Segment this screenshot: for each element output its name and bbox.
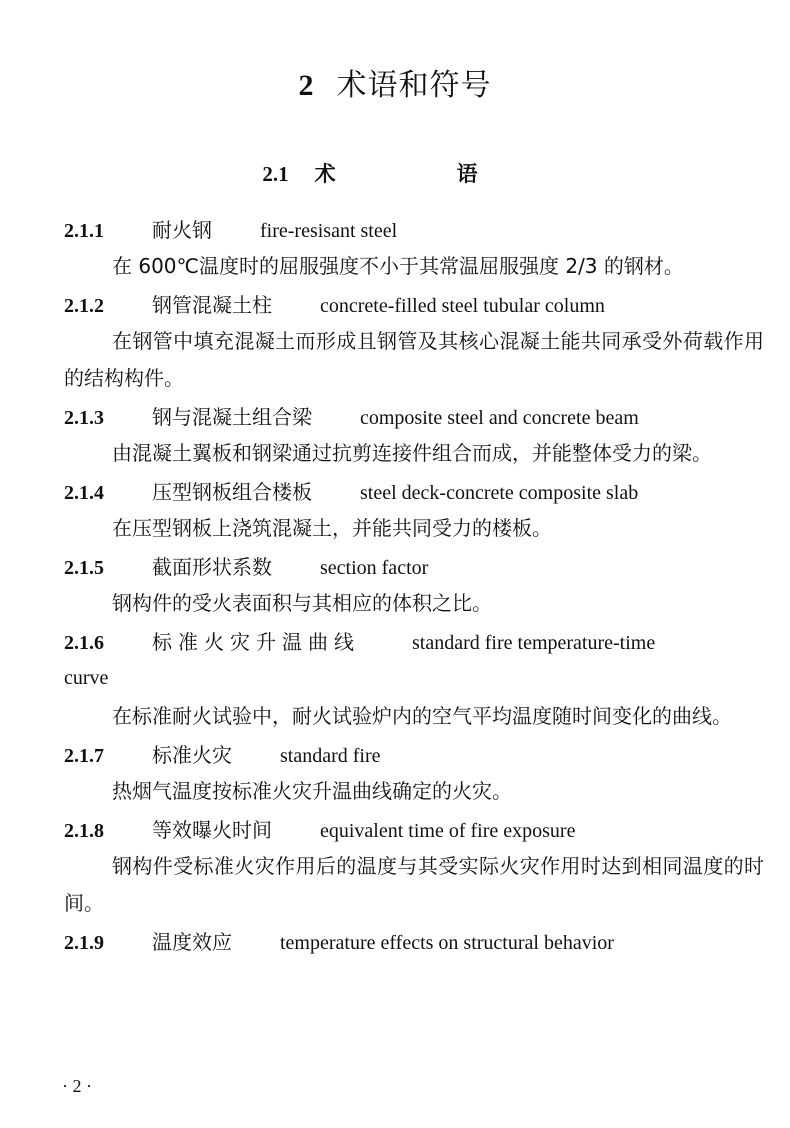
- term-english: concrete-filled steel tubular column: [320, 295, 605, 317]
- chapter-title: 术语和符号: [336, 68, 492, 103]
- term-entry: [64, 737, 764, 810]
- term-definition: 在压型钢板上浇筑混凝土，并能共同受力的楼板。: [112, 516, 552, 540]
- term-heading: [64, 474, 764, 510]
- term-chinese: 标准火灾升温曲线: [152, 630, 360, 654]
- chapter-number: 2: [298, 69, 315, 102]
- term-list: [64, 212, 764, 960]
- term-entry: [64, 212, 764, 285]
- term-entry: [64, 287, 764, 397]
- term-chinese: 钢与混凝土组合梁: [152, 405, 312, 429]
- term-number: 2.1.6: [64, 632, 104, 654]
- term-chinese: 压型钢板组合楼板: [152, 480, 312, 504]
- term-number: 2.1.2: [64, 295, 104, 317]
- term-chinese: 耐火钢: [152, 218, 212, 242]
- term-chinese: 钢管混凝土柱: [152, 293, 272, 317]
- term-english: steel deck-concrete composite slab: [360, 482, 639, 504]
- page-number: · 2 ·: [62, 1076, 92, 1096]
- term-number: 2.1.9: [64, 932, 104, 954]
- term-definition: 在标准耐火试验中，耐火试验炉内的空气平均温度随时间变化的曲线。: [112, 704, 732, 728]
- term-english: equivalent time of fire exposure: [320, 820, 576, 842]
- term-entry: [64, 549, 764, 622]
- term-number: 2.1.5: [64, 557, 104, 579]
- term-definition: 钢构件的受火表面积与其相应的体积之比。: [112, 591, 492, 615]
- term-definition: 在钢管中填充混凝土而形成且钢管及其核心混凝土能共同承受外荷载作用的结构构件。: [64, 329, 764, 390]
- chapter-heading: [0, 60, 790, 104]
- term-entry: [64, 624, 764, 735]
- term-chinese: 等效曝火时间: [152, 818, 272, 842]
- term-definition: 热烟气温度按标准火灾升温曲线确定的火灾。: [112, 779, 512, 803]
- term-heading: [64, 399, 764, 435]
- section-title: 术 语: [314, 162, 528, 186]
- term-heading: [64, 924, 764, 960]
- term-english: temperature effects on structural behavior: [280, 932, 614, 954]
- term-number: 2.1.1: [64, 220, 104, 242]
- term-number: 2.1.7: [64, 745, 104, 767]
- term-heading: [64, 812, 764, 848]
- term-english: standard fire: [280, 745, 381, 767]
- term-chinese: 截面形状系数: [152, 555, 272, 579]
- term-chinese: 温度效应: [152, 930, 232, 954]
- term-definition: 由混凝土翼板和钢梁通过抗剪连接件组合而成，并能整体受力的梁。: [112, 441, 712, 465]
- term-definition: 钢构件受标准火灾作用后的温度与其受实际火灾作用时达到相同温度的时间。: [64, 854, 764, 915]
- section-heading: [0, 158, 790, 188]
- term-number: 2.1.4: [64, 482, 104, 504]
- term-english: fire-resisant steel: [260, 220, 398, 242]
- term-heading: [64, 624, 764, 660]
- term-heading: [64, 549, 764, 585]
- term-number: 2.1.3: [64, 407, 104, 429]
- term-english-continued: curve: [64, 667, 109, 689]
- term-heading: [64, 212, 764, 248]
- term-entry: [64, 474, 764, 547]
- term-entry: [64, 399, 764, 472]
- section-number: 2.1: [262, 162, 289, 186]
- term-number: 2.1.8: [64, 820, 104, 842]
- term-entry: [64, 812, 764, 922]
- term-definition: 在 600℃温度时的屈服强度不小于其常温屈服强度 2/3 的钢材。: [112, 254, 684, 278]
- term-heading: [64, 737, 764, 773]
- term-english: standard fire temperature-time: [412, 632, 656, 654]
- term-english: section factor: [320, 557, 429, 579]
- term-english: composite steel and concrete beam: [360, 407, 639, 429]
- term-chinese: 标准火灾: [152, 743, 232, 767]
- term-entry: [64, 924, 764, 960]
- term-heading: [64, 287, 764, 323]
